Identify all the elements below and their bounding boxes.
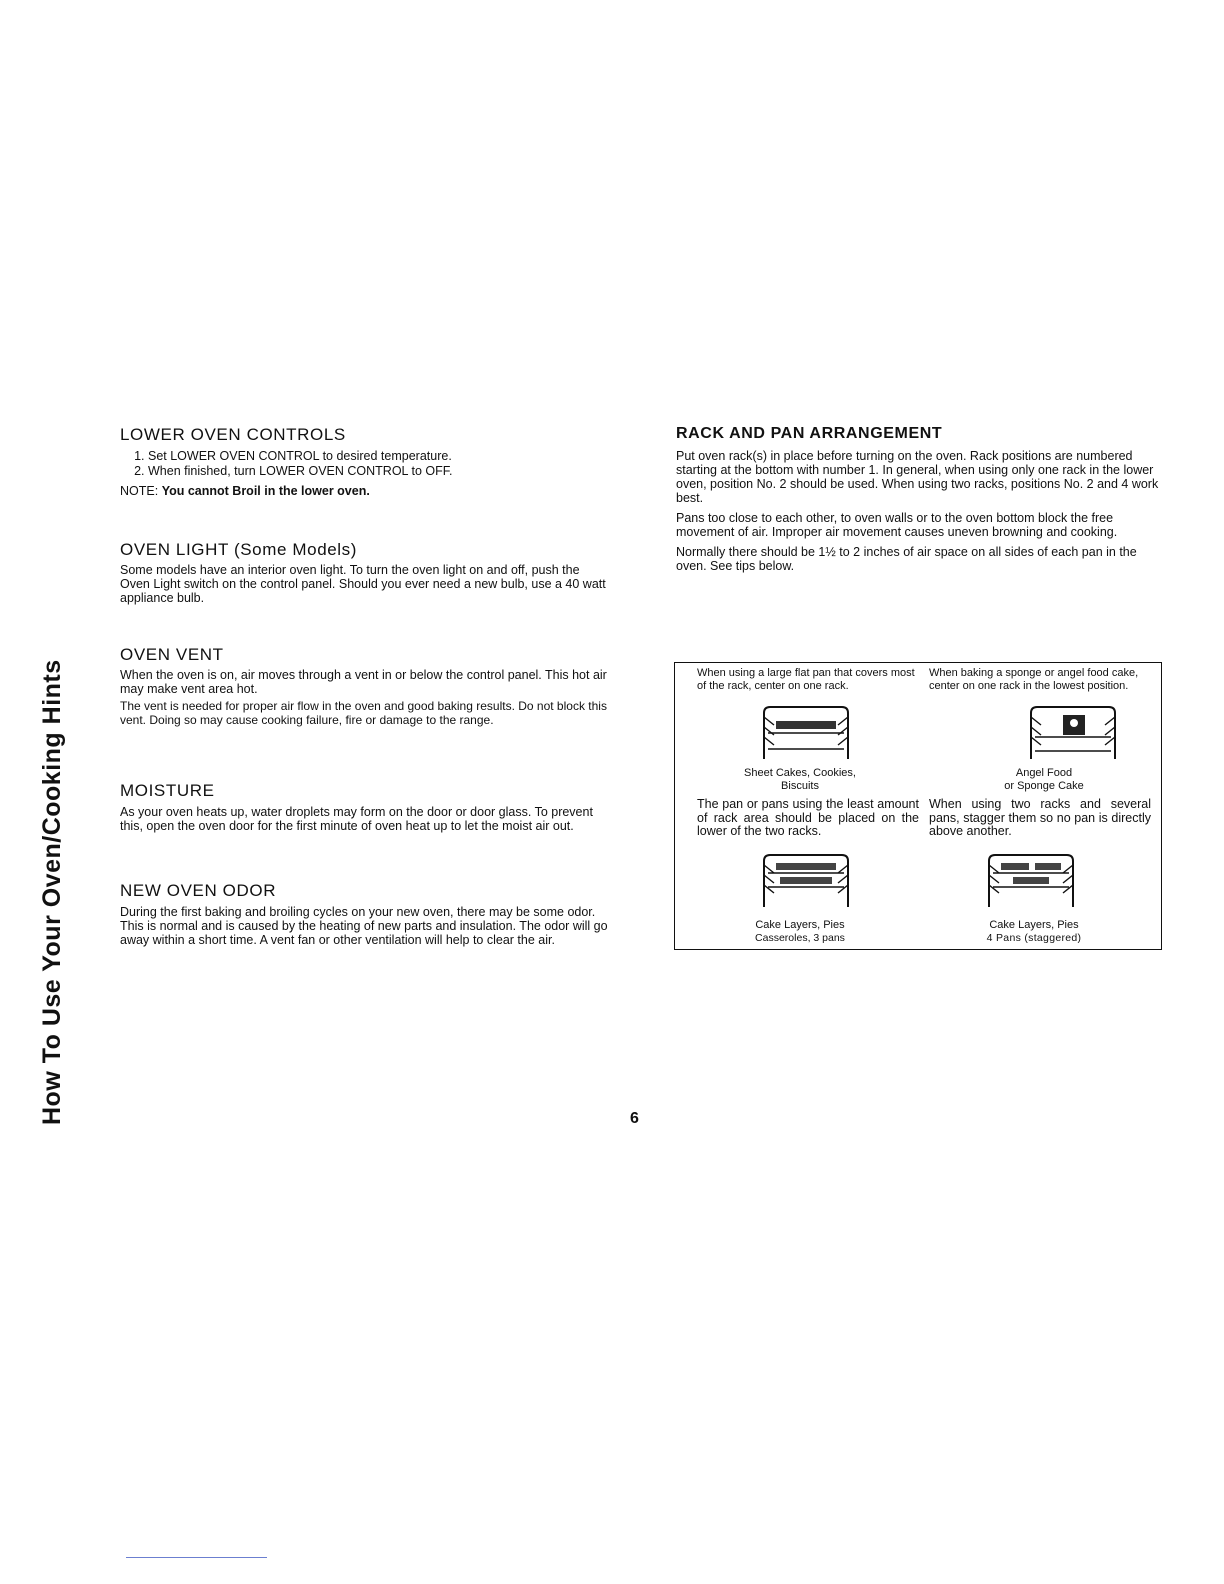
oven-light-heading: OVEN LIGHT (Some Models) (120, 540, 358, 559)
oven-vent-text-2: The vent is needed for proper air flow in the oven and good baking results. Do not block this vent. Doing so may cause cooking failure, fire or damage to the range. (120, 699, 607, 727)
footer-rule (126, 1557, 267, 1558)
oven-diagram-icon (760, 851, 852, 909)
oven-diagram-icon (1027, 703, 1119, 761)
caption-line: Biscuits (781, 780, 819, 792)
note-text: You cannot Broil in the lower oven. (161, 484, 370, 498)
caption-line: Angel Food (1015, 767, 1073, 779)
tip-description-text: When using a large flat pan that covers most of the rack, center on one rack. (697, 667, 915, 692)
side-section-title: How To Use Your Oven/Cooking Hints (38, 659, 66, 1125)
right-column (676, 425, 1162, 573)
rack-arrangement-paragraph-3: Normally there should be 1½ to 2 inches of air space on all sides of each pan in the oven. See tips below. (676, 545, 1137, 573)
tip-4-caption (923, 919, 1145, 945)
moisture-heading: MOISTURE (120, 781, 215, 800)
new-oven-odor-section (120, 881, 608, 947)
caption-line: Casseroles, 3 pans (755, 932, 845, 944)
oven-vent-heading: OVEN VENT (120, 645, 224, 664)
tip-1-caption (689, 767, 911, 793)
step-item: 1. Set LOWER OVEN CONTROL to desired temperature. (148, 449, 608, 464)
step-item: 2. When finished, turn LOWER OVEN CONTROL to OFF. (148, 464, 608, 479)
page-number: 6 (630, 1110, 639, 1127)
rack-arrangement-paragraph-1: Put oven rack(s) in place before turning on the oven. Rack positions are numbered starting at the bottom with number 1. In general, when using only one rack in the lower oven, position No. 2 should be used. When using two racks, positions No. 2 and 4 work best. (676, 449, 1159, 505)
oven-vent-text-1: When the oven is on, air moves through a vent in or below the control panel. This hot air may make vent area hot. (120, 668, 607, 696)
oven-vent-section (120, 645, 608, 727)
tip-description-text: When using two racks and several pans, stagger them so no pan is directly above another. (929, 797, 1151, 838)
tip-description-text: The pan or pans using the least amount of rack area should be placed on the lower of the two racks. (697, 797, 919, 838)
moisture-section (120, 781, 608, 833)
tip-3-description (697, 798, 919, 839)
tip-2-description (929, 667, 1151, 692)
lower-oven-controls-heading: LOWER OVEN CONTROLS (120, 425, 346, 444)
tip-3-caption (689, 919, 911, 945)
oven-light-section (120, 540, 608, 605)
lower-oven-controls-steps (120, 449, 608, 478)
rack-arrangement-paragraph-2: Pans too close to each other, to oven walls or to the oven bottom block the free movement of air. Improper air movement causes uneven browning and cooking. (676, 511, 1118, 539)
note-label: NOTE: (120, 484, 159, 498)
broil-note (120, 484, 608, 498)
caption-line: Cake Layers, Pies (989, 919, 1079, 931)
oven-diagram-icon (985, 851, 1077, 909)
rack-arrangement-heading: RACK AND PAN ARRANGEMENT (676, 425, 943, 442)
tip-4-description (929, 798, 1151, 839)
tip-description-text: When baking a sponge or angel food cake, center on one rack in the lowest position. (929, 667, 1139, 692)
tip-2-caption (933, 767, 1155, 793)
oven-light-text: Some models have an interior oven light. To turn the oven light on and off, push the Oven Light switch on the control panel. Should you ever need a new bulb, use a 40 watt appliance bulb. (120, 563, 606, 605)
new-oven-odor-text: During the first baking and broiling cycles on your new oven, there may be some odor. This is normal and is caused by the heating of new parts and insulation. The odor will go away within a short time. A vent fan or other ventilation will help to clear the air. (120, 905, 608, 947)
lower-oven-controls-section (120, 425, 608, 498)
caption-line: 4 Pans (staggered) (986, 932, 1082, 944)
moisture-text: As your oven heats up, water droplets may form on the door or door glass. To prevent this, open the oven door for the first minute of oven heat up to let the moist air out. (120, 805, 593, 833)
caption-line: Sheet Cakes, Cookies, (744, 767, 856, 779)
caption-line: or Sponge Cake (1004, 780, 1084, 792)
oven-diagram-icon (760, 703, 852, 761)
tip-1-description (697, 667, 919, 692)
new-oven-odor-heading: NEW OVEN ODOR (120, 881, 277, 900)
rack-tips-panel (674, 662, 1162, 950)
caption-line: Cake Layers, Pies (755, 919, 845, 931)
